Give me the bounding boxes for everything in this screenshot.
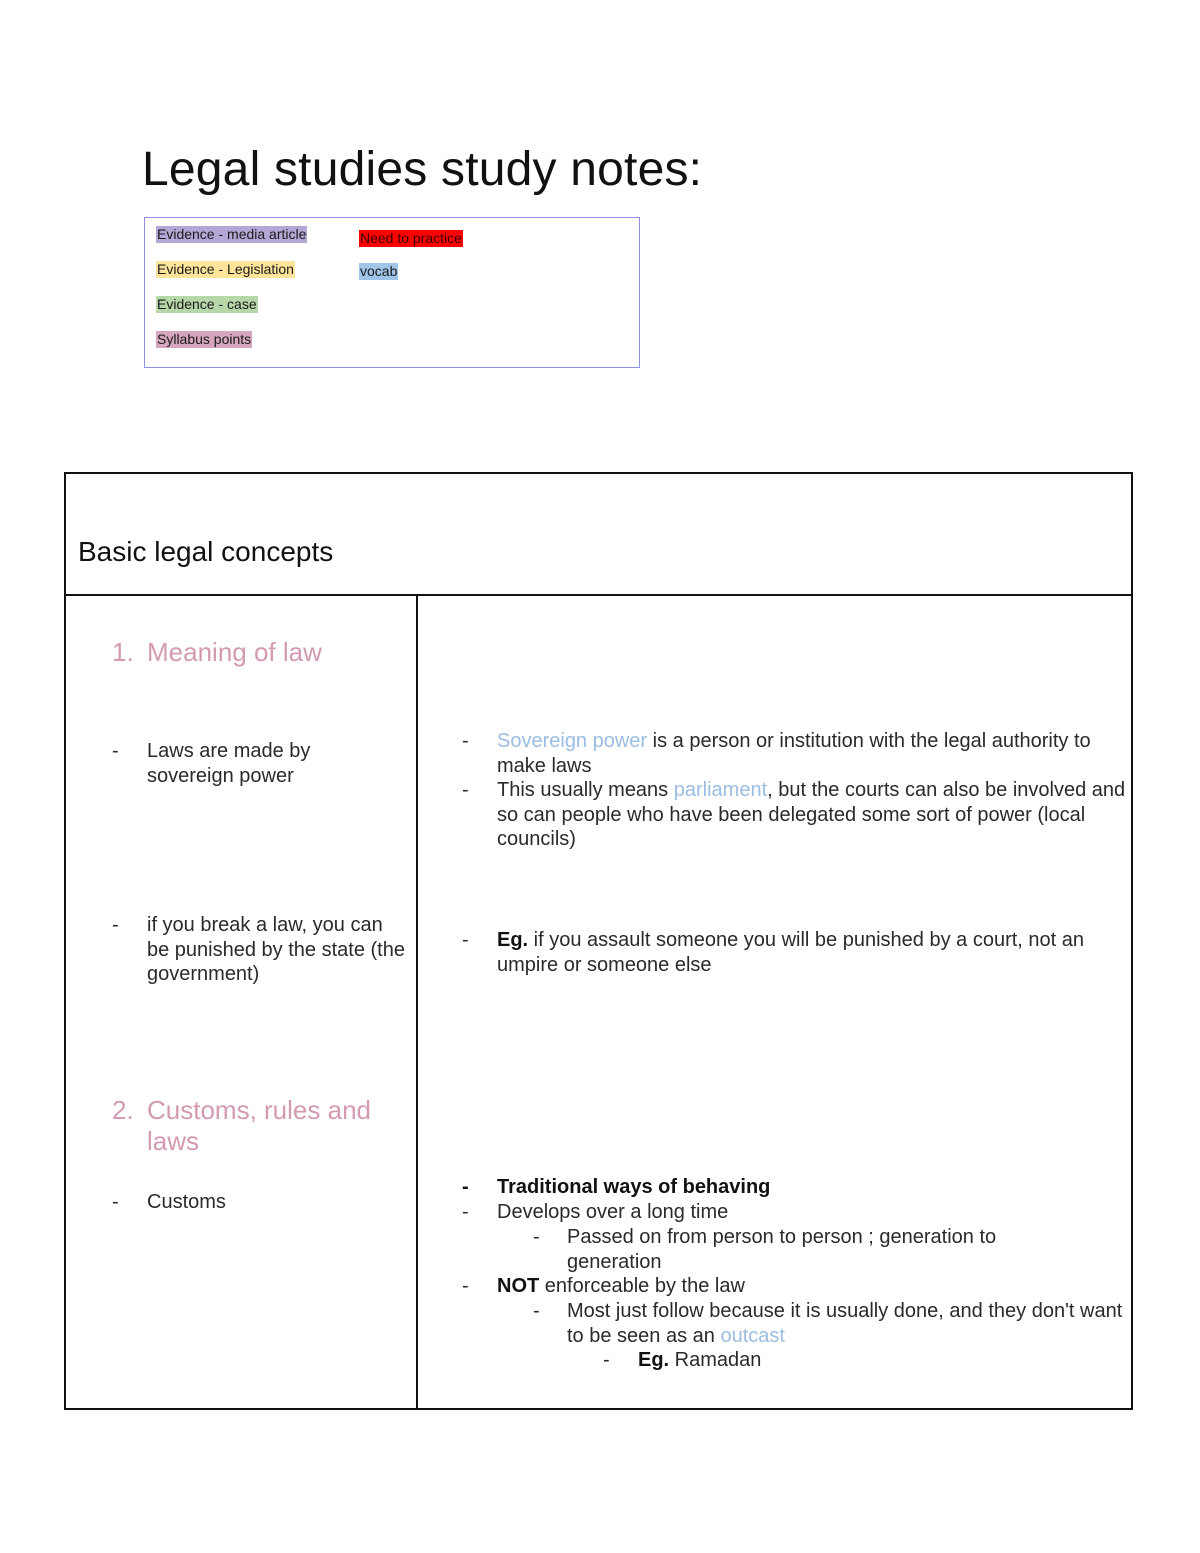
customs-long-time: Develops over a long time [497,1201,729,1223]
vocab-term: outcast [720,1324,785,1347]
section-2-heading: Customs, rules and laws [147,1095,371,1156]
legend-legislation: Evidence - Legislation [157,261,294,277]
section-1-number: 1. [112,637,134,667]
bullet-dash: - [462,929,469,951]
section-2-point-1: Customs [147,1191,226,1213]
section-1-point-2: if you break a law, you can be punished by the state (the government) [147,914,405,986]
column-divider [416,594,418,1408]
parliament-note: This usually means parliament, but the courts can also be involved and so can people who have been delegated some sort of power (local councils) [497,779,1126,851]
legend-need-to-practice: Need to practice [360,230,462,246]
legend-media-article: Evidence - media article [157,226,307,242]
customs-not-enforceable: NOT enforceable by the law [497,1275,745,1297]
bullet-dash: - [112,914,119,936]
section-2-number: 2. [112,1095,134,1125]
bullet-dash: - [462,730,469,752]
bullet-dash: - [462,1201,469,1223]
customs-outcast-note: Most just follow because it is usually done, and they don't want to be seen as an outcast [567,1300,1123,1347]
bullet-dash: - [462,779,469,801]
vocab-term: Sovereign power [497,730,648,752]
bullet-dash: - [603,1349,610,1371]
bullet-dash: - [112,740,119,762]
section-1-point-1: Laws are made by sovereign power [147,740,311,787]
bullet-dash: - [462,1176,469,1198]
legend-syllabus-points: Syllabus points [157,331,252,347]
vocab-term: parliament [673,779,768,801]
bullet-dash: - [462,1275,469,1297]
legend-vocab: vocab [360,263,398,279]
assault-example: Eg. if you assault someone you will be punished by a court, not an umpire or someone else [497,929,1085,976]
section-1-heading: Meaning of law [147,637,322,667]
customs-definition: Traditional ways of behaving [497,1176,771,1198]
page-title: Legal studies study notes: [142,143,703,196]
legend-case: Evidence - case [157,296,257,312]
sovereign-power-note: Sovereign power is a person or institution with the legal authority to make laws [497,730,1091,777]
table-header [66,474,1131,596]
customs-passed-on: Passed on from person to person ; generation to generation [567,1226,997,1273]
color-legend [144,217,640,368]
bullet-dash: - [112,1191,119,1213]
bullet-dash: - [533,1226,540,1248]
bullet-dash: - [533,1300,540,1322]
notes-table [64,472,1133,1410]
customs-example: Eg. Ramadan [638,1349,762,1371]
table-header-title: Basic legal concepts [78,536,334,567]
